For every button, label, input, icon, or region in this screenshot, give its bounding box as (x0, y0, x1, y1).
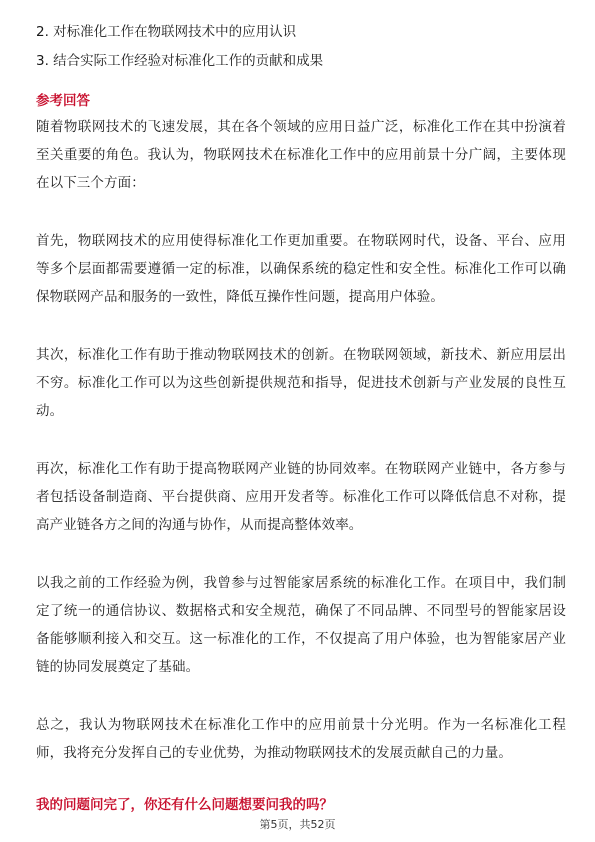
answer-paragraph-conclusion: 总之，我认为物联网技术在标准化工作中的应用前景十分光明。作为一名标准化工程师，我将充分发挥自己的专业优势，为推动物联网技术的发展贡献自己的力量。 (36, 717, 566, 761)
answer-paragraph-first: 首先，物联网技术的应用使得标准化工作更加重要。在物联网时代，设备、平台、应用等多个层面都需要遵循一定的标准，以确保系统的稳定性和安全性。标准化工作可以确保物联网产品和服务的一致性，降低互操作性问题，提高用户体验。 (36, 233, 566, 305)
answer-paragraph-third: 再次，标准化工作有助于提高物联网产业链的协同效率。在物联网产业链中，各方参与者包括设备制造商、平台提供商、应用开发者等。标准化工作可以降低信息不对称，提高产业链各方之间的沟通与协作，从而提高整体效率。 (36, 461, 566, 533)
question-item-3: 3. 结合实际工作经验对标准化工作的贡献和成果 (36, 53, 324, 69)
answer-paragraph-intro: 随着物联网技术的飞速发展，其在各个领域的应用日益广泛，标准化工作在其中扮演着至关重要的角色。我认为，物联网技术在标准化工作中的应用前景十分广阔，主要体现在以下三个方面： (36, 119, 566, 191)
closing-question: 我的问题问完了，你还有什么问题想要问我的吗？ (36, 797, 333, 813)
answer-paragraph-second: 其次，标准化工作有助于推动物联网技术的创新。在物联网领域，新技术、新应用层出不穷。标准化工作可以为这些创新提供规范和指导，促进技术创新与产业发展的良性互动。 (36, 347, 566, 419)
answer-heading: 参考回答 (36, 93, 90, 109)
page-footer: 第5页，共52页 (259, 818, 336, 831)
question-item-2: 2. 对标准化工作在物联网技术中的应用认识 (36, 24, 297, 40)
answer-paragraph-experience: 以我之前的工作经验为例，我曾参与过智能家居系统的标准化工作。在项目中，我们制定了统一的通信协议、数据格式和安全规范，确保了不同品牌、不同型号的智能家居设备能够顺利接入和交互。这一标准化的工作，不仅提高了用户体验，也为智能家居产业链的协同发展奠定了基础。 (36, 575, 566, 675)
